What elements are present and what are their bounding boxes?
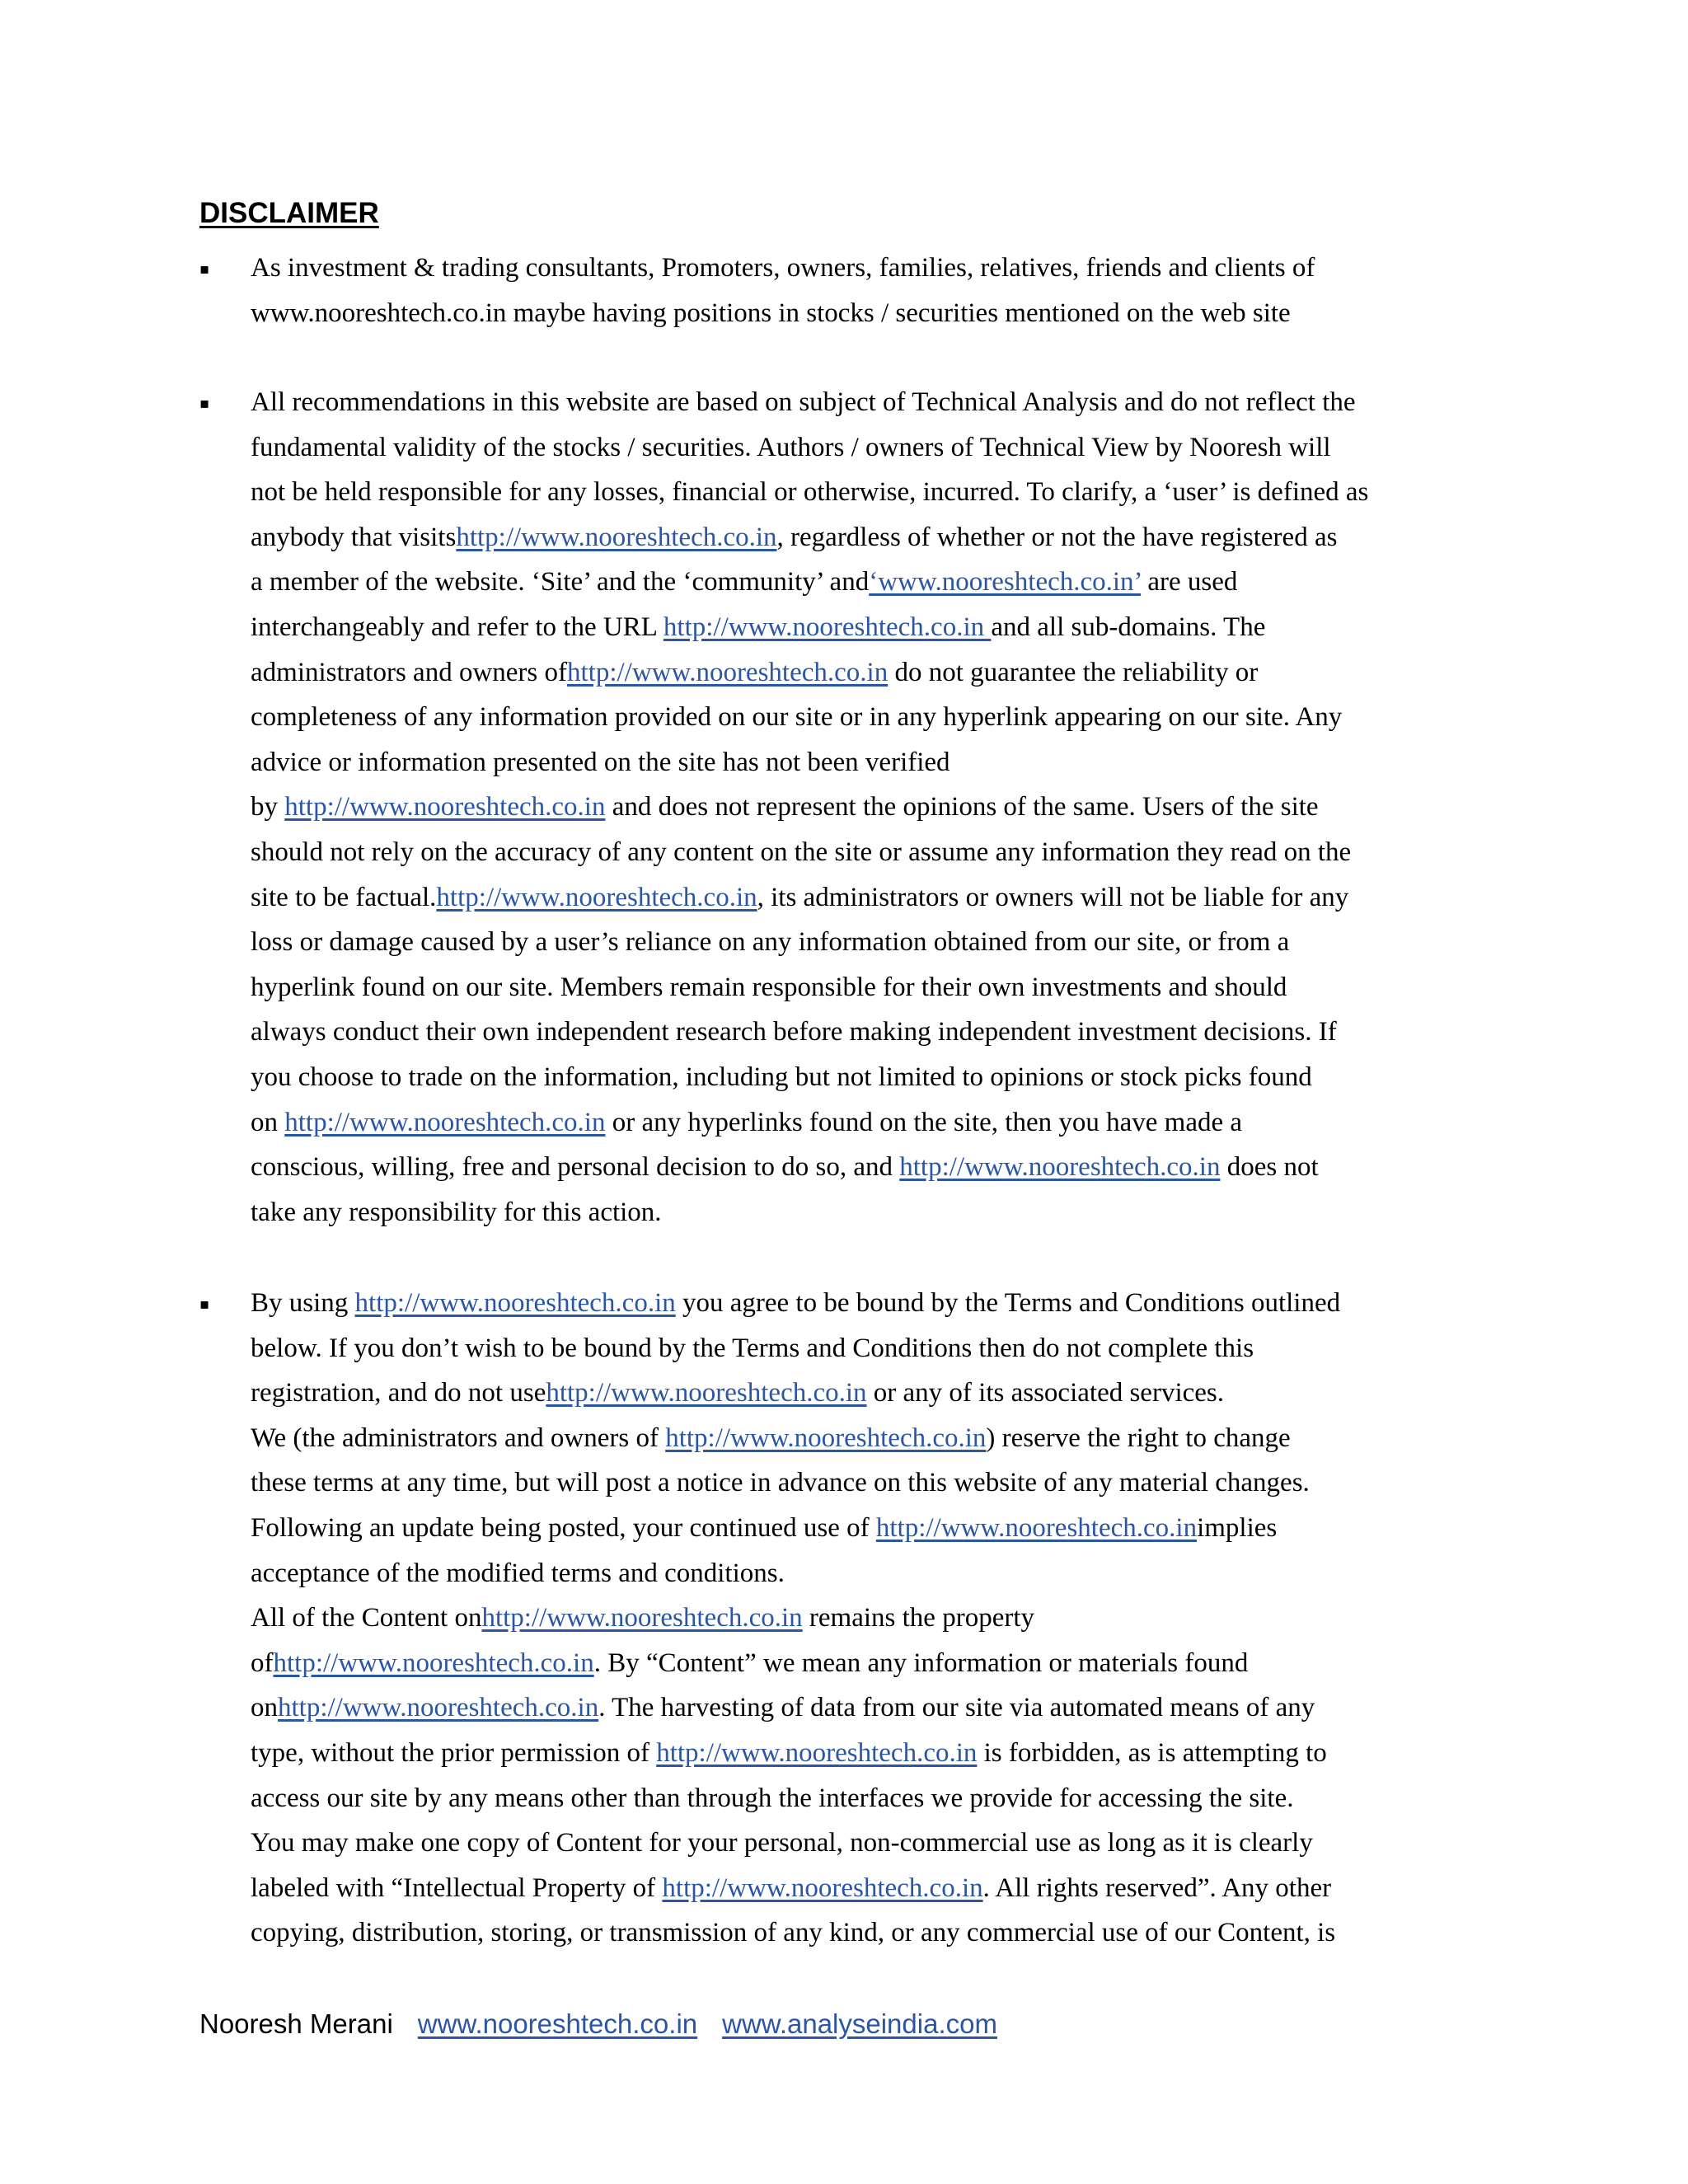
text-span: on [251,1693,278,1723]
text-line [251,1281,1503,1326]
text-span: All of the Content on [251,1603,482,1633]
text-line: You may make one copy of Content for your personal, non-commercial use as long as it is clearly [251,1828,1313,1858]
page-footer [199,2008,997,2041]
text-line [251,1145,1503,1190]
text-span: We (the administrators and owners of [251,1422,666,1453]
text-line [251,515,1503,560]
site-link[interactable]: http://www.nooreshtech.co.in [354,1288,676,1318]
bullet-icon: ▪ [199,395,210,412]
text-line [251,1416,1503,1461]
text-line [251,875,1503,921]
paragraph-3 [251,1281,1503,1956]
paragraph-2 [251,380,1503,1235]
text-span: remains the property [802,1603,1034,1633]
site-link[interactable]: http://www.nooreshtech.co.in [662,1872,983,1903]
text-span: anybody that visits [251,522,457,552]
text-span: By using [251,1288,355,1318]
text-span: or any hyperlinks found on the site, then you have made a [605,1107,1243,1137]
text-span: type, without the prior permission of [251,1737,657,1768]
text-span: , its administrators or owners will not be liable for any [757,882,1349,912]
text-line: As investment & trading consultants, Promoters, owners, families, relatives, friends and clients of [251,253,1315,283]
text-span: registration, and do not use [251,1378,546,1408]
text-line [251,560,1503,605]
text-line [251,1641,1503,1686]
text-line: always conduct their own independent research before making independent investment decisions. If [251,1017,1337,1047]
footer-link-analyseindia[interactable]: www.analyseindia.com [722,2008,997,2039]
text-line [251,1100,1503,1146]
bullet-icon: ▪ [199,260,210,278]
text-span: Following an update being posted, your continued use of [251,1512,876,1543]
text-span: does not [1220,1152,1319,1183]
text-span: are used [1141,567,1238,598]
text-line [251,785,1503,830]
text-span: . The harvesting of data from our site via automated means of any [598,1693,1315,1723]
site-link[interactable]: http://www.nooreshtech.co.in [278,1693,599,1723]
text-line [251,1506,1503,1551]
text-line: www.nooreshtech.co.in maybe having positions in stocks / securities mentioned on the web site [251,298,1291,328]
text-line: loss or damage caused by a user’s reliance on any information obtained from our site, or from a [251,927,1290,958]
text-span: of [251,1647,274,1678]
text-line: fundamental validity of the stocks / securities. Authors / owners of Technical View by Nooresh will [251,432,1331,462]
bullet-icon: ▪ [199,1296,210,1313]
text-span: . By “Content” we mean any information or materials found [593,1647,1249,1678]
text-span: do not guarantee the reliability or [888,657,1259,687]
site-link[interactable]: http://www.nooreshtech.co.in [663,612,992,642]
site-link[interactable]: http://www.nooreshtech.co.in [875,1512,1198,1543]
text-span: by [251,792,285,823]
page-title: DISCLAIMER [199,197,379,229]
site-link[interactable]: http://www.nooreshtech.co.in [284,1107,606,1137]
text-span: on [251,1107,285,1137]
text-line: should not rely on the accuracy of any content on the site or assume any information they read on the [251,837,1352,867]
text-span: a member of the website. ‘Site’ and the ‘community’ and [251,567,870,598]
site-link[interactable]: ‘www.nooreshtech.co.in’ [869,567,1142,598]
site-link[interactable]: http://www.nooreshtech.co.in [481,1603,803,1633]
text-span: is forbidden, as is attempting to [977,1737,1327,1768]
text-line [251,1685,1503,1731]
text-line: take any responsibility for this action. [251,1197,662,1227]
text-line [251,1371,1503,1416]
text-line [251,605,1503,650]
footer-author: Nooresh Merani [199,2008,393,2039]
text-span: site to be factual. [251,882,437,912]
site-link[interactable]: http://www.nooreshtech.co.in [656,1737,978,1768]
text-line: copying, distribution, storing, or transmission of any kind, or any commercial use of our Content, is [251,1918,1336,1948]
text-line: you choose to trade on the information, including but not limited to opinions or stock picks found [251,1062,1312,1092]
site-link[interactable]: http://www.nooreshtech.co.in [567,657,889,687]
text-span: and does not represent the opinions of the same. Users of the site [605,792,1319,823]
site-link[interactable]: http://www.nooreshtech.co.in [284,792,606,823]
text-span: . All rights reserved”. Any other [982,1872,1332,1903]
text-line [251,1731,1503,1776]
text-span: labeled with “Intellectual Property of [251,1872,663,1903]
text-line: below. If you don’t wish to be bound by the Terms and Conditions then do not complete this [251,1333,1254,1363]
text-span: conscious, willing, free and personal decision to do so, and [251,1152,900,1183]
site-link[interactable]: http://www.nooreshtech.co.in [665,1422,987,1453]
text-span: interchangeably and refer to the URL [251,612,663,642]
text-line: access our site by any means other than through the interfaces we provide for accessing the site. [251,1783,1294,1813]
text-span: administrators and owners of [251,657,567,687]
site-link[interactable]: http://www.nooreshtech.co.in [273,1647,594,1678]
text-span: and all sub-domains. The [991,612,1266,642]
text-span: you agree to be bound by the Terms and Conditions outlined [675,1288,1341,1318]
text-span: implies [1197,1512,1278,1543]
site-link[interactable]: http://www.nooreshtech.co.in [546,1378,867,1408]
text-line [251,1866,1503,1911]
text-span: , regardless of whether or not the have registered as [776,522,1338,552]
site-link[interactable]: http://www.nooreshtech.co.in [899,1152,1221,1183]
text-line: completeness of any information provided on our site or in any hyperlink appearing on our site. Any [251,702,1343,733]
text-line: hyperlink found on our site. Members remain responsible for their own investments and should [251,972,1287,1002]
site-link[interactable]: http://www.nooreshtech.co.in [456,522,777,552]
text-line: All recommendations in this website are based on subject of Technical Analysis and do not reflect the [251,387,1356,417]
text-span: or any of its associated services. [866,1378,1224,1408]
text-line: not be held responsible for any losses, financial or otherwise, incurred. To clarify, a ‘user’ is defined as [251,477,1369,508]
site-link[interactable]: http://www.nooreshtech.co.in [436,882,757,912]
text-line: acceptance of the modified terms and conditions. [251,1558,785,1588]
text-line [251,650,1503,696]
text-line [251,1596,1503,1641]
footer-link-nooreshtech[interactable]: www.nooreshtech.co.in [417,2008,698,2039]
text-line: advice or information presented on the site has not been verified [251,747,950,777]
paragraph-1 [251,246,1503,335]
text-line: these terms at any time, but will post a notice in advance on this website of any material changes. [251,1468,1310,1498]
text-span: ) reserve the right to change [986,1422,1291,1453]
